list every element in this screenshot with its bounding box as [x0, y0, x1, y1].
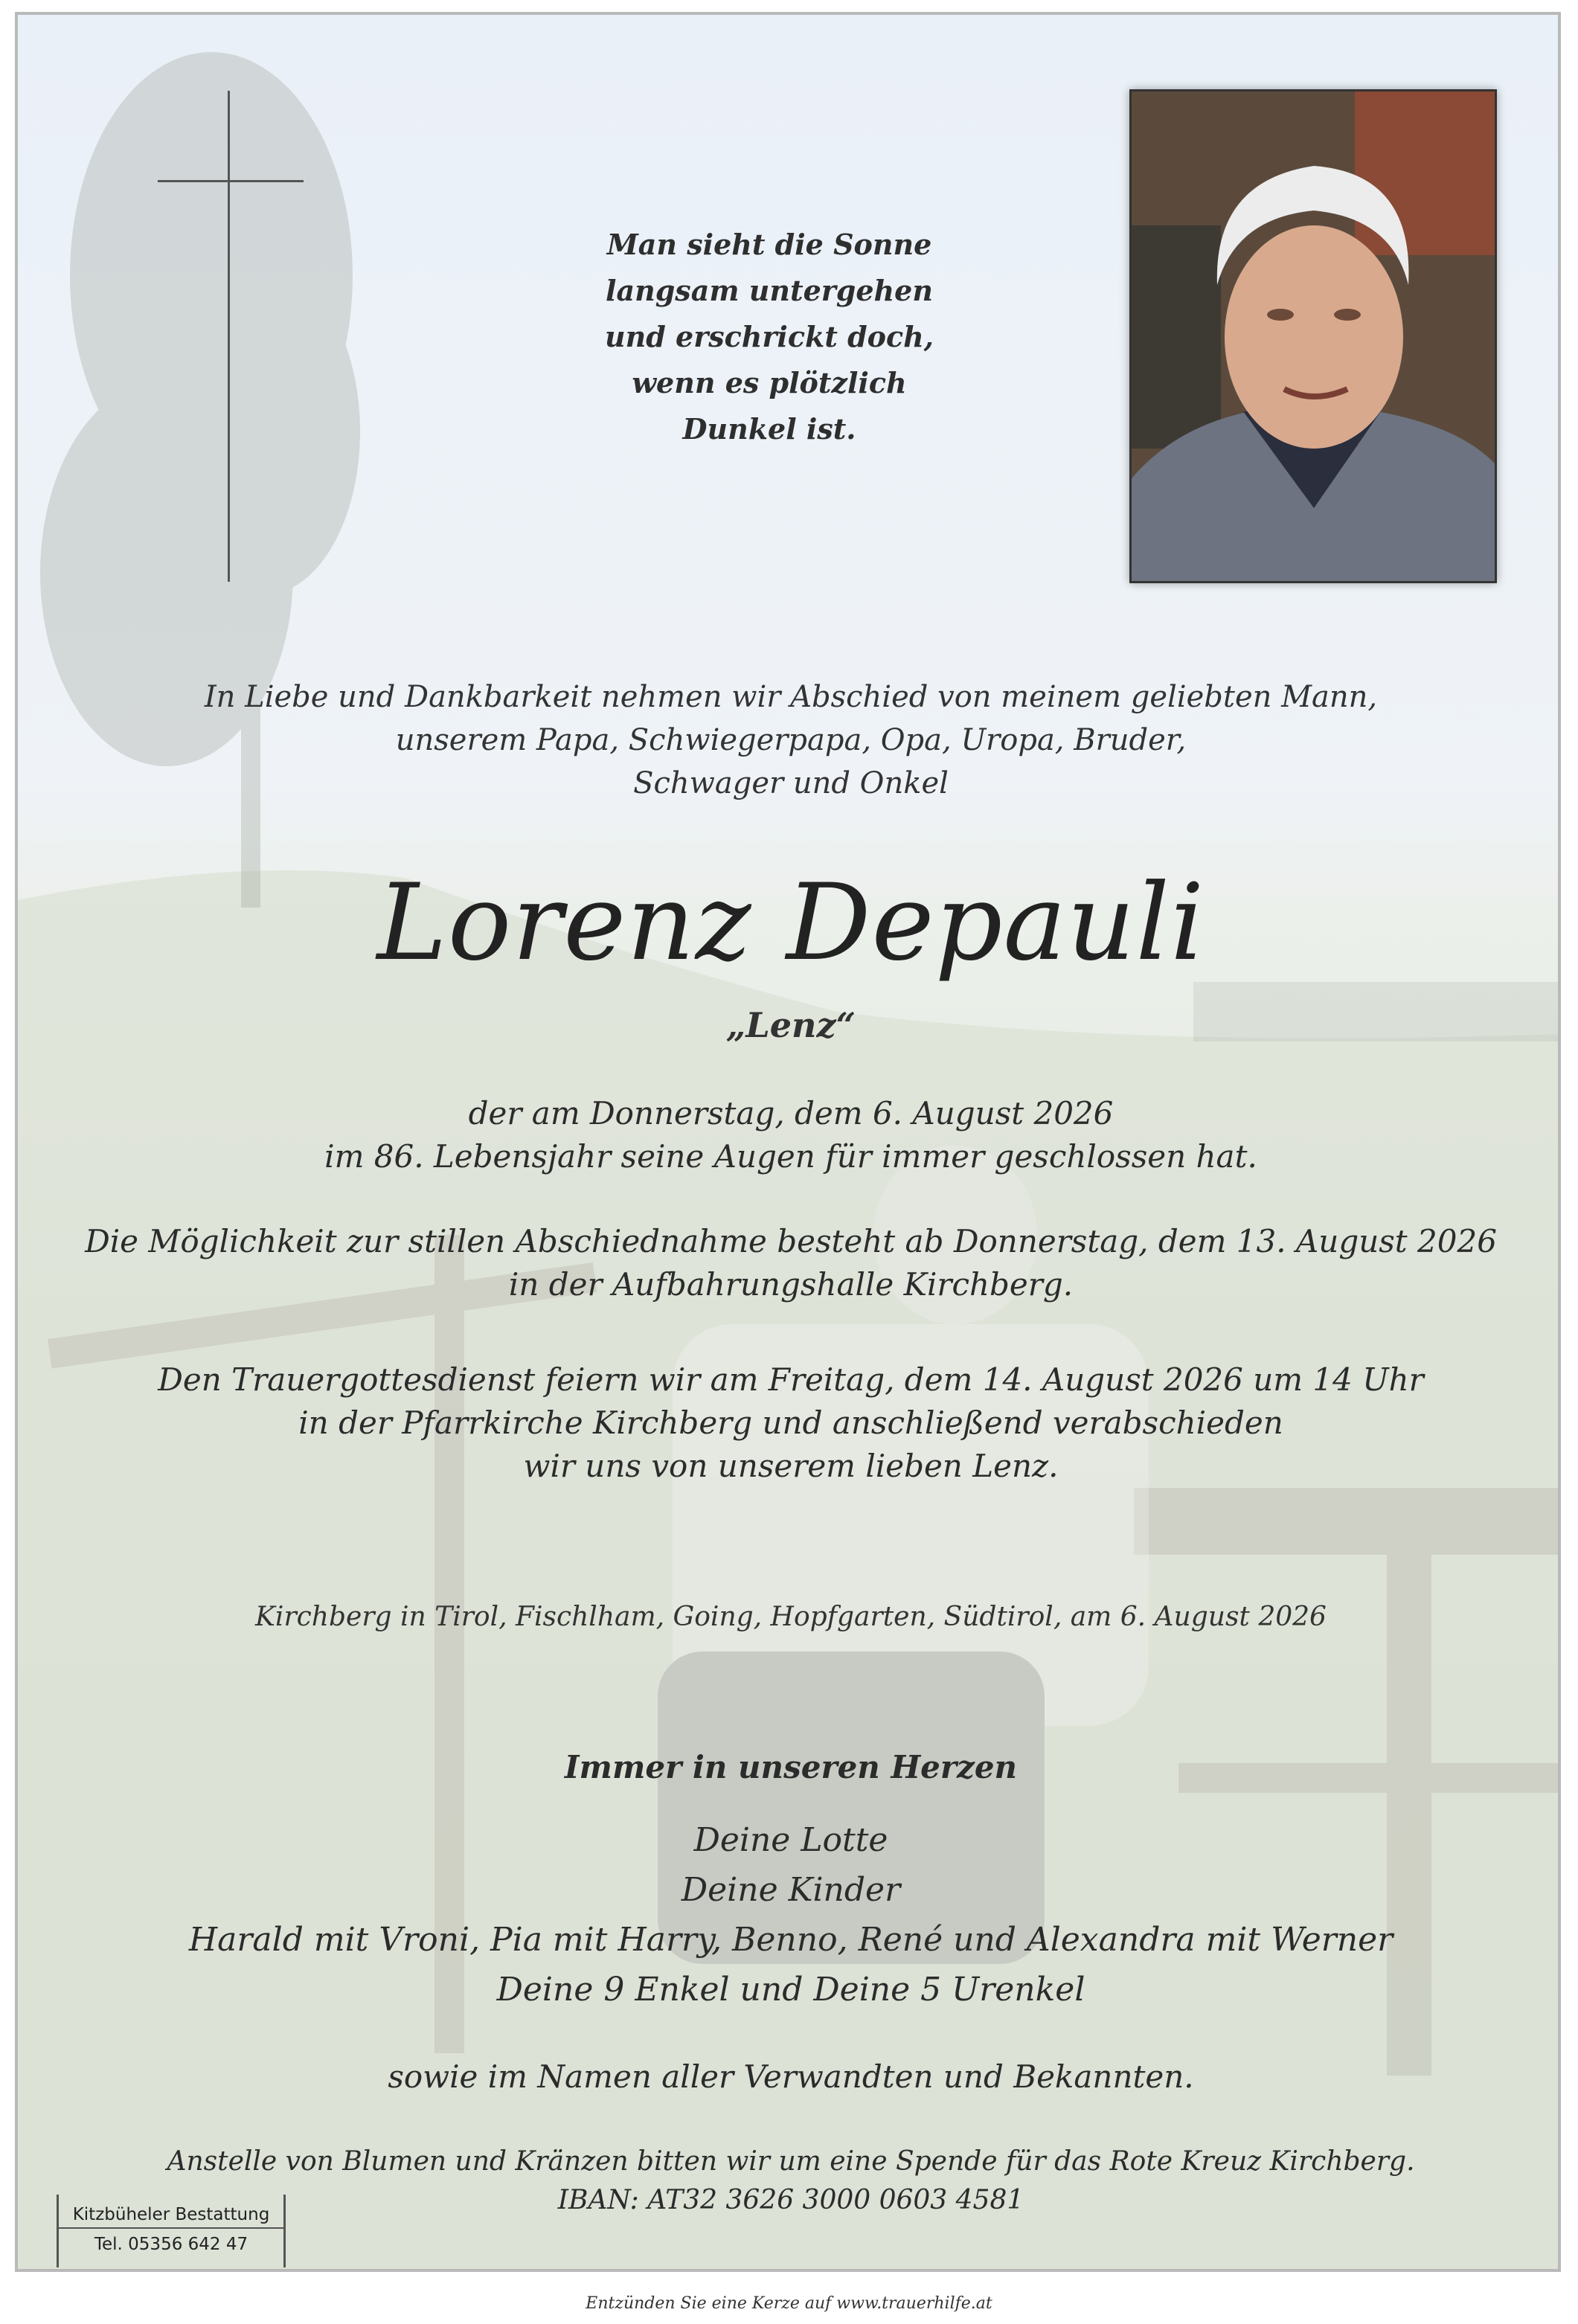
death-notice-line: im 86. Lebensjahr seine Augen für immer geschlossen hat. [324, 1138, 1257, 1175]
death-notice-line: der am Donnerstag, dem 6. August 2026 [468, 1095, 1114, 1131]
portrait-photo [1129, 89, 1497, 583]
cross-icon [228, 91, 230, 582]
funeral-line: Den Trauergottesdienst feiern wir am Freitag, dem 14. August 2026 um 14 Uhr [158, 1361, 1424, 1398]
funeral-line: wir uns von unserem lieben Lenz. [523, 1448, 1059, 1484]
funeral-line: in der Pfarrkirche Kirchberg und anschließend verabschieden [298, 1405, 1283, 1441]
funeral-service [18, 1358, 1561, 1488]
relatives-line: sowie im Namen aller Verwandten und Bekannten. [388, 2058, 1194, 2095]
intro-line: unserem Papa, Schwiegerpapa, Opa, Uropa, Bruder, [395, 723, 1187, 757]
parte-sheet [15, 12, 1561, 2272]
farewell-line: Die Möglichkeit zur stillen Abschiednahme besteht ab Donnerstag, dem 13. August 2026 [85, 1223, 1497, 1259]
deceased-name: Lorenz Depauli [376, 861, 1205, 984]
poem-line: wenn es plötzlich [632, 366, 907, 399]
death-notice [18, 1092, 1561, 1178]
mourner-line: Deine 9 Enkel und Deine 5 Urenkel [496, 1971, 1085, 2009]
mourner-line: Deine Lotte [693, 1821, 888, 1859]
portrait-illustration [1132, 92, 1495, 581]
funeral-home-logo [57, 2195, 286, 2267]
poem-line: langsam untergehen [606, 274, 933, 307]
deceased-nickname: „Lenz“ [725, 1005, 856, 1045]
funeral-home-name: Kitzbüheler Bestattung [59, 2205, 283, 2229]
cross-icon-bar [158, 180, 304, 182]
poem-line: und erschrickt doch, [604, 320, 934, 353]
candle-footer-link[interactable]: Entzünden Sie eine Kerze auf www.trauerhilfe.at [586, 2294, 992, 2313]
intro-line: Schwager und Onkel [633, 766, 949, 800]
mourners-heading: Immer in unseren Herzen [564, 1749, 1018, 1785]
mourner-line: Deine Kinder [681, 1871, 901, 1909]
mourner-line: Harald mit Vroni, Pia mit Harry, Benno, René und Alexandra mit Werner [188, 1921, 1393, 1959]
intro-text [18, 675, 1561, 805]
farewell-viewing [18, 1220, 1561, 1306]
poem-line: Dunkel ist. [682, 412, 856, 446]
funeral-home-phone: Tel. 05356 642 47 [94, 2235, 248, 2254]
mourners-list [18, 1815, 1561, 2015]
place-date: Kirchberg in Tirol, Fischlham, Going, Hopfgarten, Südtirol, am 6. August 2026 [255, 1602, 1327, 1632]
poem-line: Man sieht die Sonne [606, 228, 932, 261]
poem [598, 222, 940, 452]
donation-iban: IBAN: AT32 3626 3000 0603 4581 [557, 2185, 1024, 2215]
intro-line: In Liebe und Dankbarkeit nehmen wir Abschied von meinem geliebten Mann, [204, 680, 1378, 714]
donation-line: Anstelle von Blumen und Kränzen bitten wir um eine Spende für das Rote Kreuz Kirchberg. [167, 2146, 1415, 2177]
farewell-line: in der Aufbahrungshalle Kirchberg. [508, 1266, 1074, 1303]
